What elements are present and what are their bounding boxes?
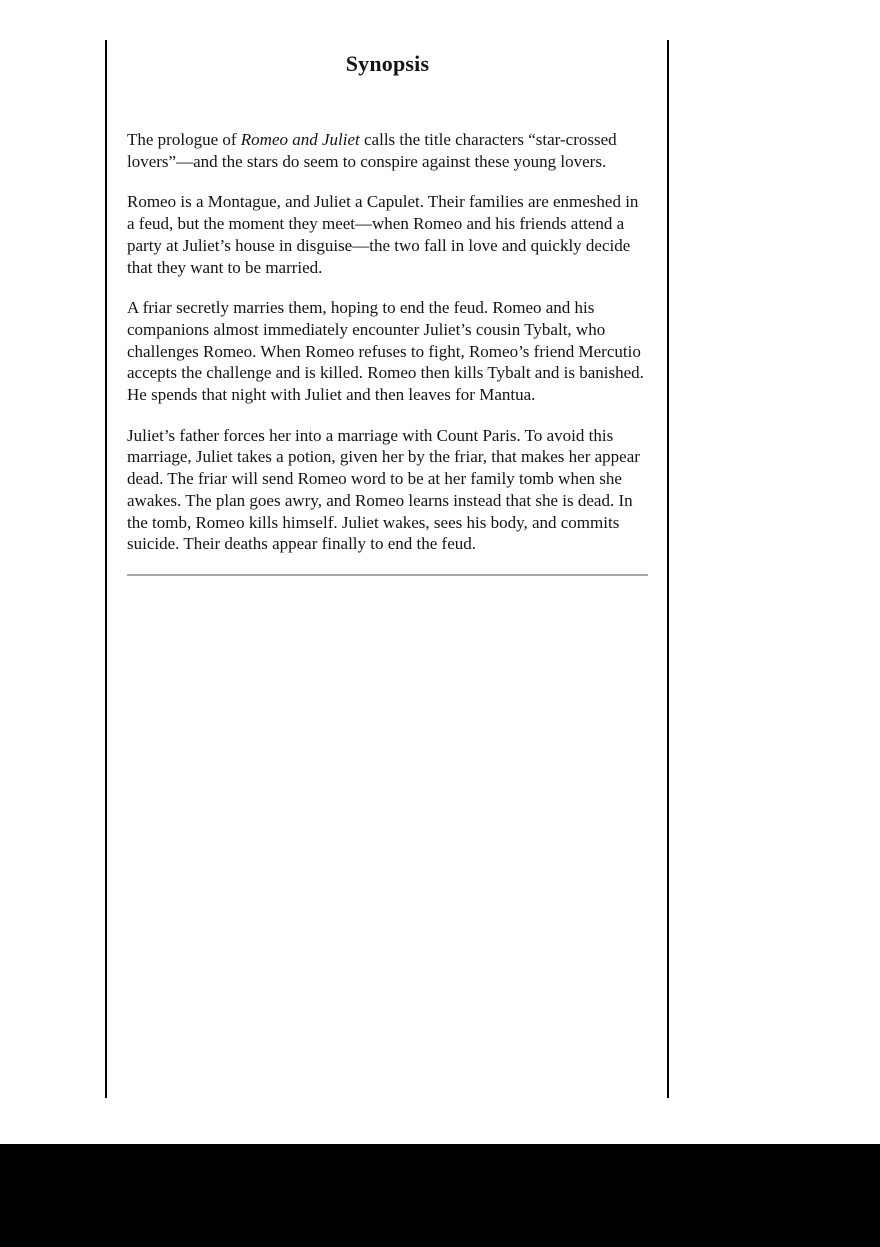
synopsis-paragraph (127, 129, 648, 172)
page-title: Synopsis (345, 51, 430, 76)
paragraph-text-segment: A friar secretly marries them, hoping to end the feud. Romeo and his companions almost immediately encounter Juliet’s cousin Tybalt, who challenges Romeo. When Romeo refuses to fight, Romeo’s friend Mercutio accepts the challenge and is killed. Romeo then kills Tybalt and is banished. He spends that night with Juliet and then leaves for Mantua. (127, 298, 644, 405)
page-right-edge-line (667, 40, 669, 1098)
synopsis-paragraph (127, 191, 648, 278)
synopsis-page-content (127, 51, 648, 576)
italic-work-title: Romeo and Juliet (240, 130, 360, 149)
paragraph-text-segment: The prologue of (127, 130, 241, 149)
synopsis-text-block (127, 129, 648, 555)
paragraph-text-segment: Romeo is a Montague, and Juliet a Capulet. Their families are enmeshed in a feud, but the moment they meet—when Romeo and his friends attend a party at Juliet’s house in disguise—the two fall in love and quickly decide that they want to be married. (127, 192, 639, 277)
paragraph-text-segment: calls the title characters “star-crossed lovers”—and the stars do seem to conspire against these young lovers. (127, 130, 617, 171)
bottom-letterbox-bar (0, 1144, 880, 1247)
page-left-edge-line (105, 40, 107, 1098)
section-divider-rule (127, 574, 648, 576)
synopsis-paragraph (127, 297, 648, 406)
paragraph-text-segment: Juliet’s father forces her into a marriage with Count Paris. To avoid this marriage, Juliet takes a potion, given her by the friar, that makes her appear dead. The friar will send Romeo word to be at her family tomb when she awakes. The plan goes awry, and Romeo learns instead that she is dead. In the tomb, Romeo kills himself. Juliet wakes, sees his body, and commits suicide. Their deaths appear finally to end the feud. (127, 425, 640, 554)
synopsis-paragraph (127, 425, 648, 555)
